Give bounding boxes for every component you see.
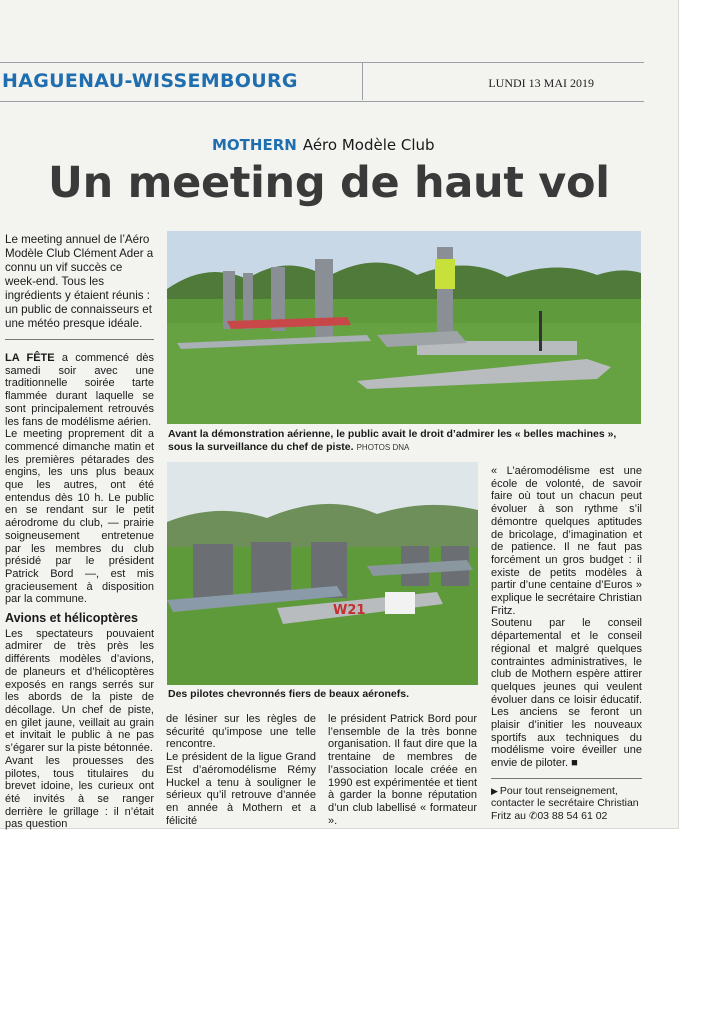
photo-airfield-display	[167, 231, 641, 424]
photo-pilots-image	[167, 462, 478, 685]
photo-2-caption: Des pilotes chevronnés fiers de beaux aéronefs.	[168, 688, 410, 700]
paragraph-3: Les spectateurs pouvaient admirer de très près les différents modèles d’avions, de planeurs et d’hélicoptères exposés en rangs serrés sur les abords de la piste de décollage. Un chef de piste, en gilet jaune, veillait au grain et invitait le public à ne pas s’égarer sur la piste bétonnée.	[5, 627, 154, 755]
triangle-arrow-icon: ▶	[491, 785, 498, 796]
column-2	[166, 713, 316, 827]
kicker-place: MOTHERN	[212, 136, 297, 154]
kicker	[212, 136, 435, 154]
header-separator	[362, 62, 363, 100]
photo-credit: PHOTOS DNA	[356, 443, 410, 452]
paragraph-1	[5, 352, 154, 428]
photo-1-caption-text: Avant la démonstration aérienne, le public avait le droit d’admirer les « belles machines », sous la surveillance du chef de piste.	[168, 428, 617, 453]
photo-pilots	[167, 462, 478, 685]
column-4-paragraph-1: « L’aéromodélisme est une école de volonté, de savoir faire où tout un chacun peut évoluer à son rythme s’il démontre quelques aptitudes de bricolage, d’imagination et de patience. Il ne faut pas forcément un gros budget : il existe de petits modèles à partir d’une centaine d’Euros » explique le secrétaire Christian Fritz.	[491, 465, 642, 617]
section-name: HAGUENAU-WISSEMBOURG	[2, 70, 298, 92]
paragraph-4: Avant les prouesses des pilotes, tous titulaires du brevet idoine, les curieux ont été invités à se ranger derrière le grillage : il n’était pas question	[5, 754, 154, 831]
photo-airfield-display-image	[167, 231, 641, 424]
column-2-paragraph-2: Le président de la ligue Grand Est d’aéromodélisme Rémy Huckel a tenu à souligner le sérieux qu’il retrouve d’année en année à Mothern et a félicité	[166, 751, 316, 827]
info-text: Pour tout renseignement, contacter le secrétaire Christian Fritz au	[491, 784, 639, 822]
chapo: Le meeting annuel de l’Aéro Modèle Club Clément Ader a connu un vif succès ce week-end. Tous les ingrédients y étaient réunis : un public de connaisseurs et une météo presque idéale.	[5, 233, 154, 330]
kicker-club: Aéro Modèle Club	[302, 136, 435, 154]
phone-icon: ✆	[528, 810, 538, 822]
subhead: Avions et hélicoptères	[5, 611, 138, 626]
paragraph-1-text: a commencé dès samedi soir avec une traditionnelle soirée tarte flammée durant laquelle se sont principalement retrouvés les fans de modélisme aérien.	[5, 352, 154, 428]
lead-in: LA FÊTE	[5, 352, 55, 364]
plane-marking: W21	[333, 603, 366, 618]
column-3-paragraph-1: le président Patrick Bord pour l’ensemble de la très bonne organisation. Il faut dire que la trentaine de membres de l’association locale créée en 1990 est expérimentée et tient à garder la bonne réputation d’un club labellisé « formateur ».	[328, 713, 477, 827]
info-rule	[491, 778, 642, 779]
column-4-paragraph-2	[491, 617, 642, 769]
chapo-rule	[5, 339, 154, 340]
publication-date: LUNDI 13 MAI 2019	[488, 76, 594, 90]
end-mark: ■	[571, 757, 578, 770]
photo-1-caption	[168, 428, 642, 454]
column-3	[328, 713, 477, 827]
column-2-paragraph-1: de lésiner sur les règles de sécurité qu’impose une telle rencontre.	[166, 713, 316, 751]
column-1	[5, 233, 154, 831]
paragraph-2: Le meeting proprement dit a commencé dimanche matin et les premières pétarades des engins, les uns plus beaux que les autres, ont été entendus dès 10 h. Le public en se rendant sur le petit aérodrome du club, — prairie soigneusement entretenue par les membres du club présidé par le président Patrick Bord —, est mis gracieusement à disposition par la commune.	[5, 428, 154, 606]
info-phone: 03 88 54 61 02	[537, 809, 608, 822]
info-box	[491, 785, 642, 824]
column-4	[491, 465, 642, 823]
headline: Un meeting de haut vol	[48, 158, 610, 208]
column-4-paragraph-2-text: Soutenu par le conseil départemental et le conseil régional et malgré quelques contraintes administratives, le club de Mothern espère attirer quelques jeunes qui veulent évoluer dans ce loisir éducatif. Les anciens se feront un plaisir d’initier les nouveaux sportifs aux techniques du modélisme voire éveiller une envie de piloter.	[491, 617, 642, 770]
